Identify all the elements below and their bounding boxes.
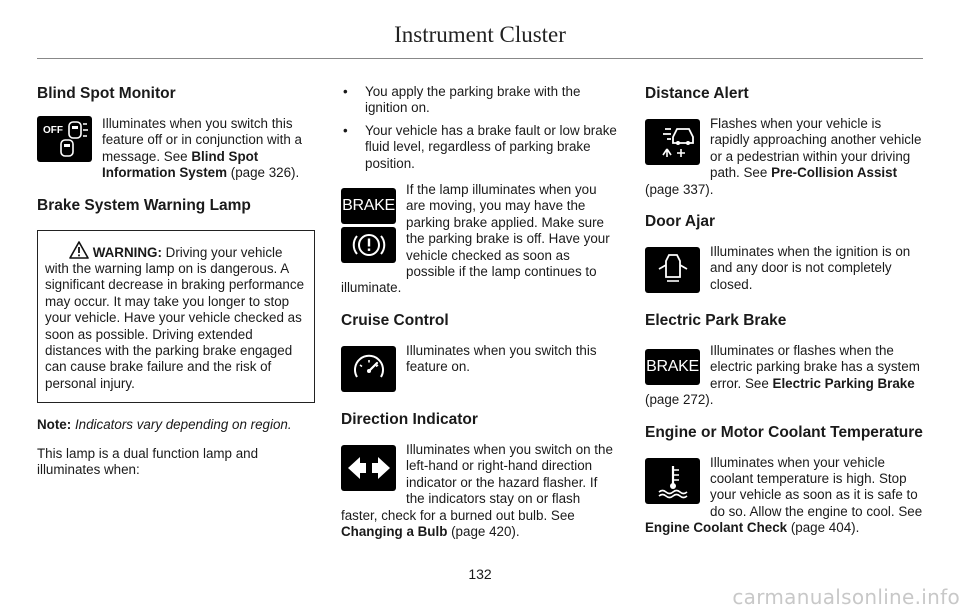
blind-spot-icon-label: OFF: [42, 125, 63, 136]
coolant-description: Illuminates when your vehicle coolant temperature is high. Stop your vehicle as soon as it is safe to do so. Allow the engine to cool. See Engine Coolant Check (page 404).: [645, 454, 923, 536]
note: Note: Indicators vary depending on region.: [37, 417, 292, 433]
watermark: carmanualsonline.info: [732, 585, 960, 609]
brake-text-icon: BRAKE: [341, 188, 396, 224]
warning-text: Driving your vehicle with the warning lamp on is dangerous. A significant decrease in braking performance may occur. It may take you longer to stop your vehicle. Have your vehicle checked as soon as possible. Driving extended distances with the parking brake engaged can cause brake failure and the risk of personal injury.: [45, 244, 305, 391]
list-item: • Your vehicle has a brake fault or low brake fluid level, regardless of parking brake position.: [341, 123, 619, 172]
entry-cruise: [341, 343, 619, 396]
brake-circle-exclamation-icon: [341, 227, 396, 263]
list-item: • You apply the parking brake with the ignition on.: [341, 84, 619, 117]
section-heading-door: Door Ajar: [645, 213, 716, 231]
entry-brake-lamp: [341, 182, 619, 297]
door-description: Illuminates when the ignition is on and any door is not completely closed.: [710, 244, 911, 292]
section-heading-epb: Electric Park Brake: [645, 312, 787, 330]
cruise-description: Illuminates when you switch this feature on.: [406, 342, 597, 375]
brake-conditions-list: [341, 84, 619, 172]
distance-description: Flashes when your vehicle is rapidly approaching another vehicle or a pedestrian within your driving path. See Pre-Collision Assist (page 337).: [645, 116, 922, 197]
turn-signal-arrows-icon: [341, 445, 396, 491]
door-ajar-icon: [645, 247, 700, 293]
entry-distance: [645, 116, 923, 198]
section-heading-blind-spot: Blind Spot Monitor: [37, 85, 176, 102]
entry-coolant: [645, 455, 923, 537]
column-2: [341, 84, 619, 554]
section-heading-coolant: Engine or Motor Coolant Temperature: [645, 423, 923, 441]
column-1: [37, 84, 315, 479]
section-heading-distance: Distance Alert: [645, 85, 749, 102]
entry-direction: [341, 442, 619, 540]
section-heading-brake-warning: Brake System Warning Lamp: [37, 196, 251, 214]
section-heading-cruise: Cruise Control: [341, 311, 449, 329]
section-heading-direction: Direction Indicator: [341, 410, 478, 428]
electric-brake-icon: BRAKE: [645, 349, 700, 385]
warning-triangle-icon: [69, 241, 89, 259]
blind-spot-description: Illuminates when you switch this feature off or in conjunction with a message. See Blind Spot Information System (page 326).: [102, 116, 302, 181]
header-divider: [37, 58, 923, 59]
warning-label: WARNING:: [92, 244, 162, 260]
column-3: [645, 84, 923, 551]
page-header-title: Instrument Cluster: [394, 22, 566, 47]
warning-box: [37, 230, 315, 404]
speedometer-icon: [341, 346, 396, 392]
epb-description: Illuminates or flashes when the electric parking brake has a system error. See Electric Parking Brake (page 272).: [645, 343, 920, 408]
brake-lamp-description: If the lamp illuminates when you are moving, you may have the parking brake applied. Make sure the parking brake is off. Have your vehicle checked as soon as possible if the lamp continues to illuminate.: [341, 182, 610, 296]
coolant-temperature-icon: [645, 458, 700, 504]
blind-spot-off-icon: [37, 116, 92, 162]
brake-icon-stack: [341, 188, 396, 263]
entry-epb: [645, 343, 923, 409]
page-number: 132: [468, 566, 492, 582]
entry-door: [645, 244, 923, 297]
brake-lamp-intro: This lamp is a dual function lamp and illuminates when:: [37, 445, 259, 478]
entry-blind-spot: [37, 116, 315, 182]
distance-alert-icon: [645, 119, 700, 165]
direction-description: Illuminates when you switch on the left-hand or right-hand direction indicator or the hazard flasher. If the indicators stay on or flash faster, check for a burned out bulb. See Changing a Bulb (page 420).: [341, 441, 613, 539]
